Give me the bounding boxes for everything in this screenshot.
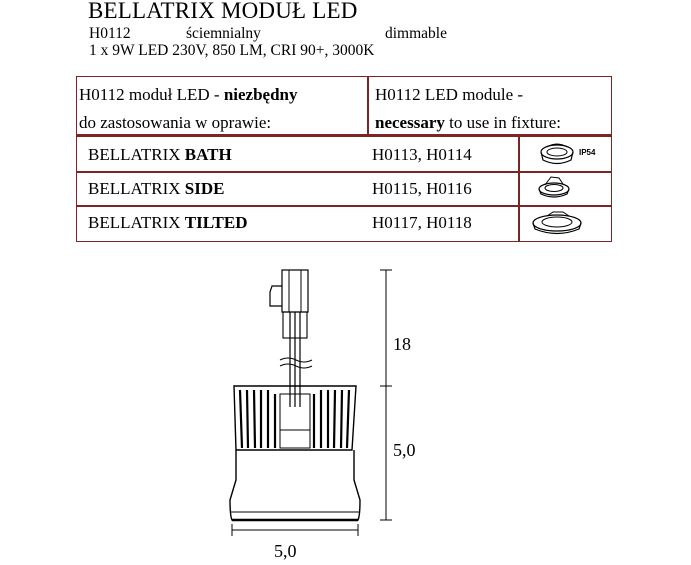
row-side-codes: H0115, H0116: [372, 179, 472, 198]
row-bath-name: [88, 145, 232, 165]
dimmable-pl: ściemnialny: [186, 25, 261, 42]
row-bath-codes: H0113, H0114: [372, 145, 472, 164]
product-title: BELLATRIX MODUŁ LED: [88, 0, 358, 23]
dimension-height-lower: 5,0: [393, 440, 416, 460]
led-module-drawing: [210, 262, 410, 552]
header-en-bold: necessary: [375, 113, 445, 132]
row-bold: TILTED: [184, 213, 248, 232]
dimmable-en: dimmable: [385, 25, 447, 42]
side-fixture-icon: [529, 174, 589, 204]
row-bold: SIDE: [184, 179, 225, 198]
row-tilted-codes: H0117, H0118: [372, 213, 472, 232]
ip54-label: IP54: [579, 148, 596, 157]
row-tilted-name: [88, 213, 247, 233]
header-en-line2: [375, 113, 561, 133]
header-en-suffix: to use in fixture:: [444, 113, 562, 132]
specs-line: 1 x 9W LED 230V, 850 LM, CRI 90+, 3000K: [89, 42, 375, 59]
table-divider: [77, 134, 611, 137]
header-pl-line2: do zastosowania w oprawie:: [79, 113, 272, 132]
ip54-fixture-icon: [529, 139, 609, 169]
dimension-width: 5,0: [274, 541, 297, 561]
compatibility-table: [76, 76, 612, 242]
table-divider: [77, 205, 611, 207]
tilted-fixture-icon: [527, 208, 597, 240]
header-en-line1: H0112 LED module -: [375, 85, 524, 104]
header-pl-prefix: H0112 moduł LED -: [79, 85, 224, 104]
table-divider: [77, 171, 611, 173]
row-prefix: BELLATRIX: [88, 145, 185, 164]
header-pl-bold: niezbędny: [223, 85, 298, 104]
header-pl-line1: [79, 85, 298, 105]
row-prefix: BELLATRIX: [88, 213, 185, 232]
row-prefix: BELLATRIX: [88, 179, 185, 198]
table-divider: [367, 77, 369, 135]
product-code: H0112: [89, 25, 131, 42]
dimension-height-upper: 18: [393, 334, 411, 354]
table-divider: [518, 135, 520, 241]
row-side-name: [88, 179, 224, 199]
row-bold: BATH: [184, 145, 232, 164]
